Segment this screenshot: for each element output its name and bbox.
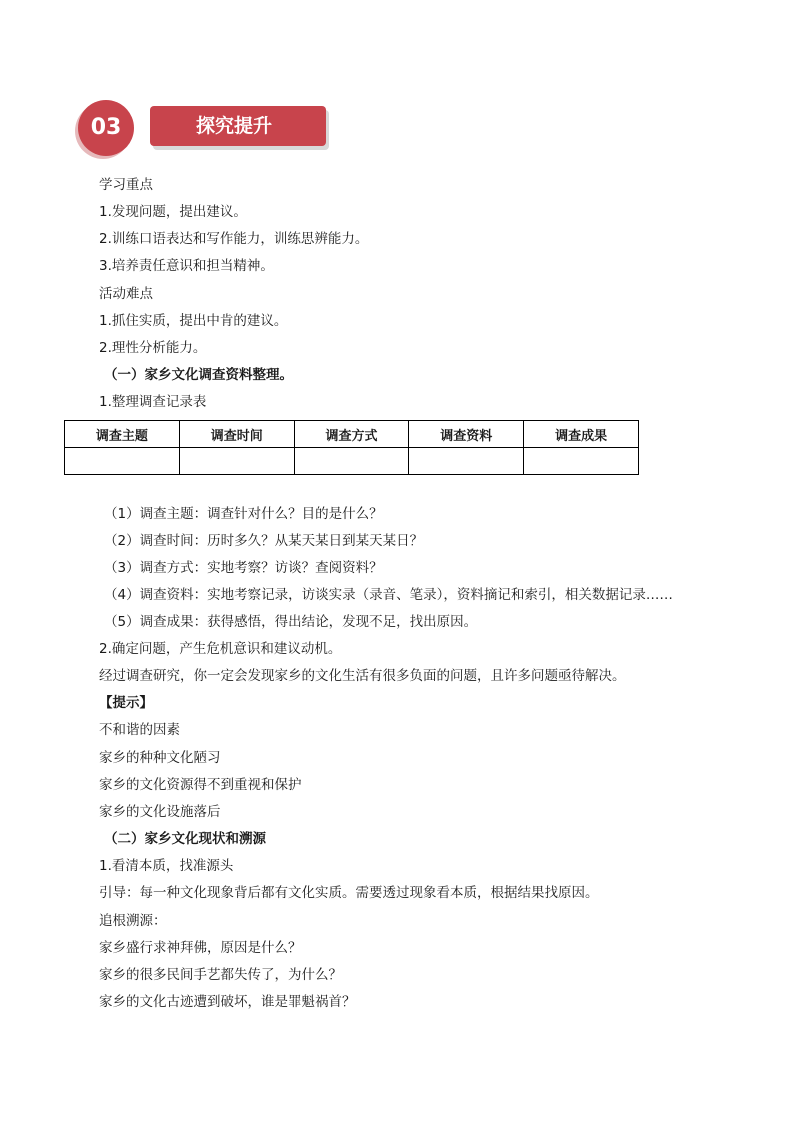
focus-item: 2.训练口语表达和写作能力，训练思辨能力。 [99, 231, 369, 247]
step-2-text: 经过调查研究，你一定会发现家乡的文化生活有很多负面的问题，且许多问题亟待解决。 [99, 668, 626, 684]
table-header-cell: 调查方式 [294, 421, 409, 448]
part1-heading: （一）家乡文化调查资料整理。 [104, 367, 293, 383]
table-header-cell: 调查时间 [179, 421, 294, 448]
table-cell [409, 448, 524, 475]
section-banner [78, 98, 328, 160]
table-note: （4）调查资料：实地考察记录，访谈实录（录音、笔录），资料摘记和索引，相关数据记录…… [104, 587, 673, 603]
table-cell [294, 448, 409, 475]
difficulty-item: 1.抓住实质，提出中肯的建议。 [99, 313, 288, 329]
table-header-cell: 调查主题 [65, 421, 180, 448]
table-note: （2）调查时间：历时多久？从某天某日到某天某日？ [104, 533, 424, 549]
table-cell [524, 448, 639, 475]
table-note: （1）调查主题：调查针对什么？目的是什么？ [104, 506, 383, 522]
table-caption: 1.整理调查记录表 [99, 394, 207, 410]
guide-text: 引导：每一种文化现象背后都有文化实质。需要透过现象看本质，根据结果找原因。 [99, 885, 599, 901]
trace-label: 追根溯源： [99, 913, 167, 929]
table-cell [65, 448, 180, 475]
table-cell [179, 448, 294, 475]
table-header-cell: 调查资料 [409, 421, 524, 448]
difficulty-item: 2.理性分析能力。 [99, 340, 207, 356]
trace-item: 家乡的文化古迹遭到破坏，谁是罪魁祸首？ [99, 994, 356, 1010]
focus-title: 学习重点 [99, 177, 153, 193]
focus-item: 3.培养责任意识和担当精神。 [99, 258, 274, 274]
table-row [65, 448, 639, 475]
trace-item: 家乡盛行求神拜佛，原因是什么？ [99, 940, 302, 956]
table-note: （5）调查成果：获得感悟，得出结论，发现不足，找出原因。 [104, 614, 478, 630]
tip-item: 家乡的文化资源得不到重视和保护 [99, 777, 302, 793]
table-header-cell: 调查成果 [524, 421, 639, 448]
survey-record-table [64, 420, 639, 475]
tip-label: 【提示】 [99, 695, 153, 711]
part2-step-1: 1.看清本质，找准源头 [99, 858, 234, 874]
section-number: 03 [90, 115, 122, 140]
table-note: （3）调查方式：实地考察？访谈？查阅资料？ [104, 560, 383, 576]
tip-item: 不和谐的因素 [99, 722, 180, 738]
trace-item: 家乡的很多民间手艺都失传了，为什么？ [99, 967, 342, 983]
section-title: 探究提升 [196, 115, 273, 137]
step-2: 2.确定问题，产生危机意识和建议动机。 [99, 641, 342, 657]
part2-heading: （二）家乡文化现状和溯源 [104, 831, 266, 847]
tip-item: 家乡的种种文化陋习 [99, 750, 221, 766]
tip-item: 家乡的文化设施落后 [99, 804, 221, 820]
difficulty-title: 活动难点 [99, 286, 153, 302]
focus-item: 1.发现问题，提出建议。 [99, 204, 247, 220]
table-header-row [65, 421, 639, 448]
